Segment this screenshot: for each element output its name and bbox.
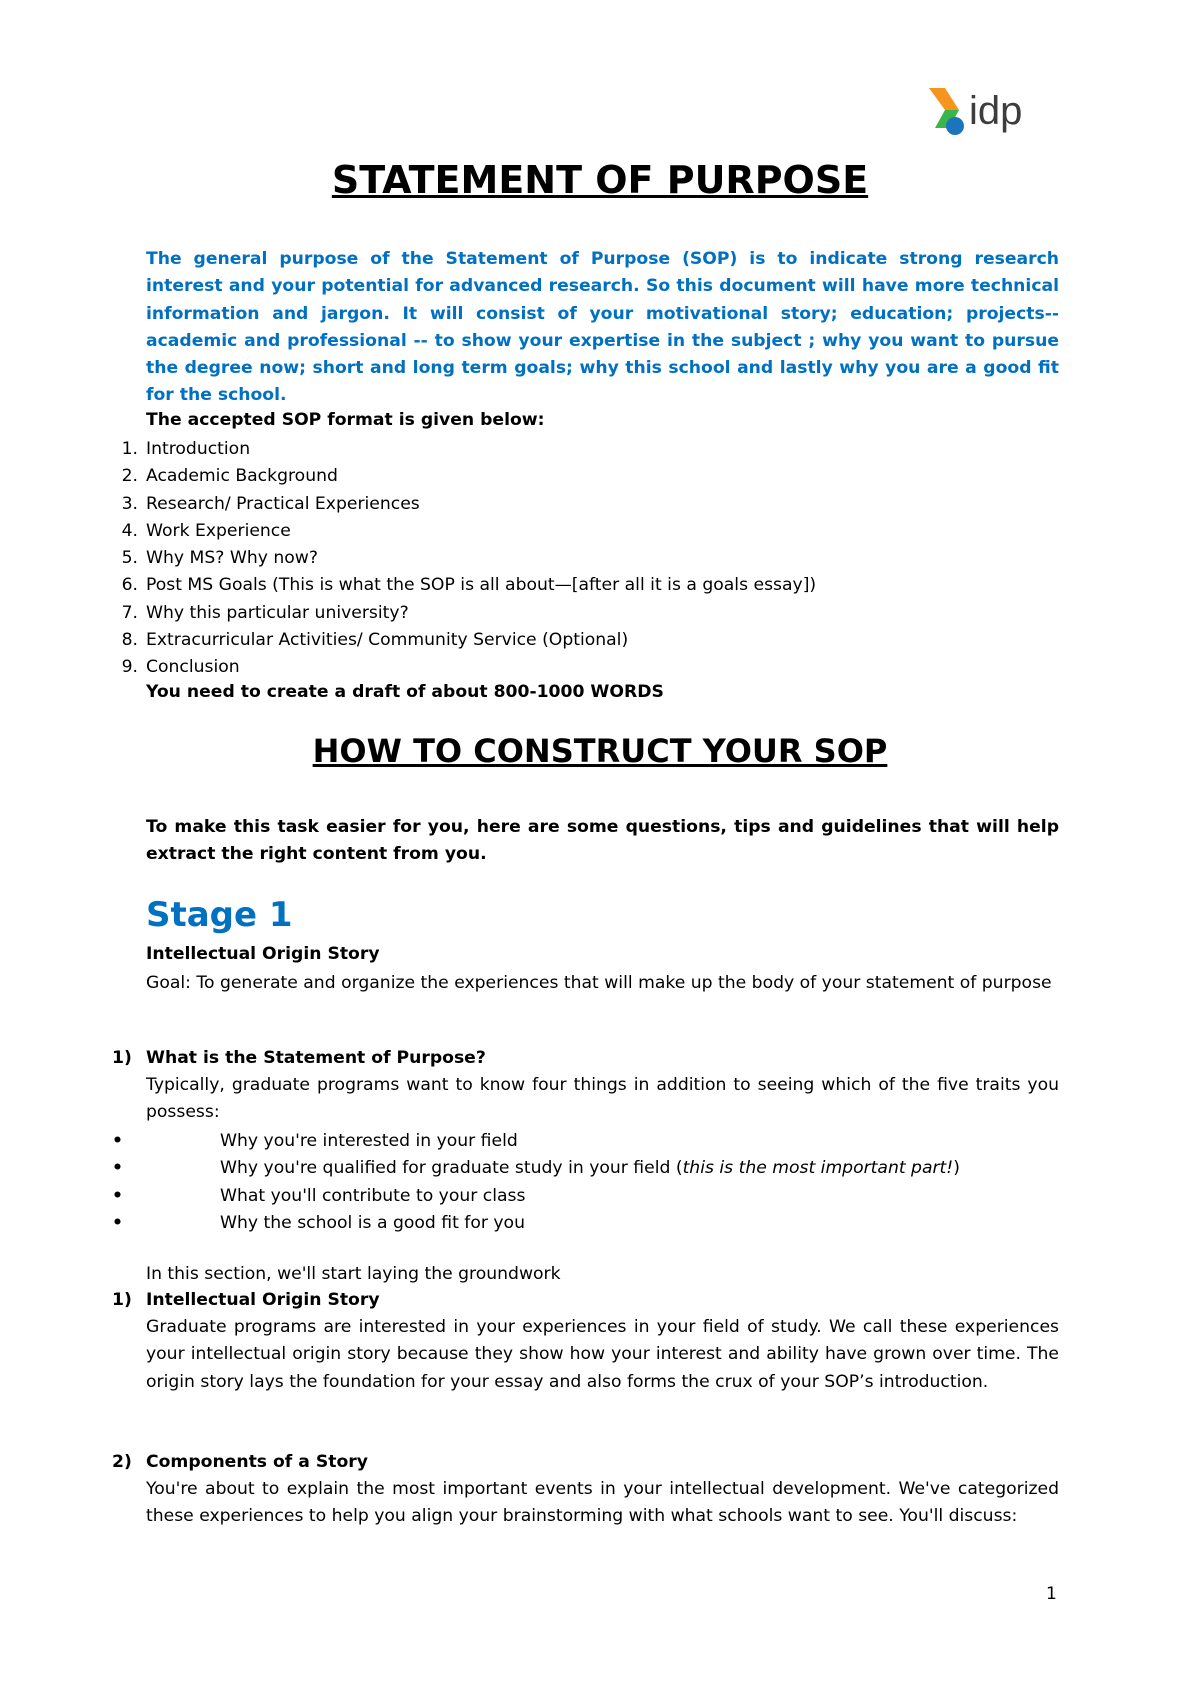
intro-paragraph: The general purpose of the Statement of Purpose (SOP) is to indicate strong research interest and your potential for advanced research. So this document will have more technical information and jargon. It will consist of your motivational story; education; projects--academic and professional -- to show your expertise in the subject ; why you want to pursue the degree now; short and long term goals; why this school and lastly why you are a good fit for the school. — [146, 249, 1059, 406]
list-item: 1. Introduction — [121, 439, 251, 459]
stage-subtitle: Intellectual Origin Story — [146, 944, 380, 964]
list-item: 8. Extracurricular Activities/ Community Service (Optional) — [121, 630, 629, 651]
section-heading: Intellectual Origin Story — [146, 1290, 380, 1310]
page-title: STATEMENT OF PURPOSE — [331, 158, 869, 202]
list-item: 6. Post MS Goals (This is what the SOP is all about—[after all it is a goals essay]) — [121, 575, 817, 596]
question-body: Typically, graduate programs want to know four things in addition to seeing which of the five traits you possess: — [146, 1075, 1059, 1123]
logo-text: idp — [969, 89, 1023, 133]
section-block — [146, 1452, 1059, 1531]
bullet-icon: • — [112, 1131, 123, 1151]
question-heading: What is the Statement of Purpose? — [146, 1048, 486, 1068]
list-item: • Why the school is a good fit for you — [112, 1210, 1062, 1237]
list-item: 3. Research/ Practical Experiences — [121, 493, 420, 514]
list-item: 9. Conclusion — [121, 657, 240, 678]
list-item: • Why you're qualified for graduate study in your field (this is the most important part!) — [112, 1155, 1062, 1182]
construct-intro: To make this task easier for you, here are some questions, tips and guidelines that will help extract the right content from you. — [146, 817, 1059, 865]
list-item: 2. Academic Background — [121, 466, 338, 487]
question-block — [146, 1048, 1059, 1127]
section-body: You're about to explain the most important events in your intellectual development. We've categorized these experiences to help you align your brainstorming with what schools want to see. You'll discuss: — [146, 1479, 1059, 1527]
construct-title: HOW TO CONSTRUCT YOUR SOP — [312, 732, 888, 770]
stage-goal: Goal: To generate and organize the experiences that will make up the body of your statement of purpose — [146, 973, 1052, 993]
idp-logo-mark — [925, 82, 1045, 140]
list-item: 4. Work Experience — [121, 520, 291, 541]
item-number: 1) — [112, 1290, 132, 1310]
list-item: 5. Why MS? Why now? — [121, 548, 318, 569]
accepted-format-heading: The accepted SOP format is given below: — [146, 410, 545, 430]
item-number: 1) — [112, 1048, 132, 1068]
format-list — [121, 436, 1059, 682]
item-number: 2) — [112, 1452, 132, 1472]
list-item: • Why you're interested in your field — [112, 1128, 1062, 1155]
bullet-icon: • — [112, 1158, 123, 1179]
idp-logo — [925, 82, 1045, 140]
page-number: 1 — [1046, 1584, 1057, 1604]
bullet-icon: • — [112, 1212, 123, 1233]
word-count-note: You need to create a draft of about 800-1000 WORDS — [146, 682, 664, 702]
list-item: 7. Why this particular university? — [121, 602, 409, 623]
traits-bullet-list — [112, 1128, 1062, 1237]
section-block — [146, 1290, 1059, 1396]
section-intro: In this section, we'll start laying the groundwork — [146, 1264, 561, 1284]
stage-title: Stage 1 — [146, 895, 293, 935]
section-heading: Components of a Story — [146, 1452, 368, 1472]
list-item: • What you'll contribute to your class — [112, 1183, 1062, 1210]
section-body: Graduate programs are interested in your experiences in your field of study. We call these experiences your intellectual origin story because they show how your interest and ability have grown over time. The origin story lays the foundation for your essay and also forms the crux of your SOP’s introduction. — [146, 1317, 1059, 1392]
bullet-icon: • — [112, 1185, 123, 1206]
